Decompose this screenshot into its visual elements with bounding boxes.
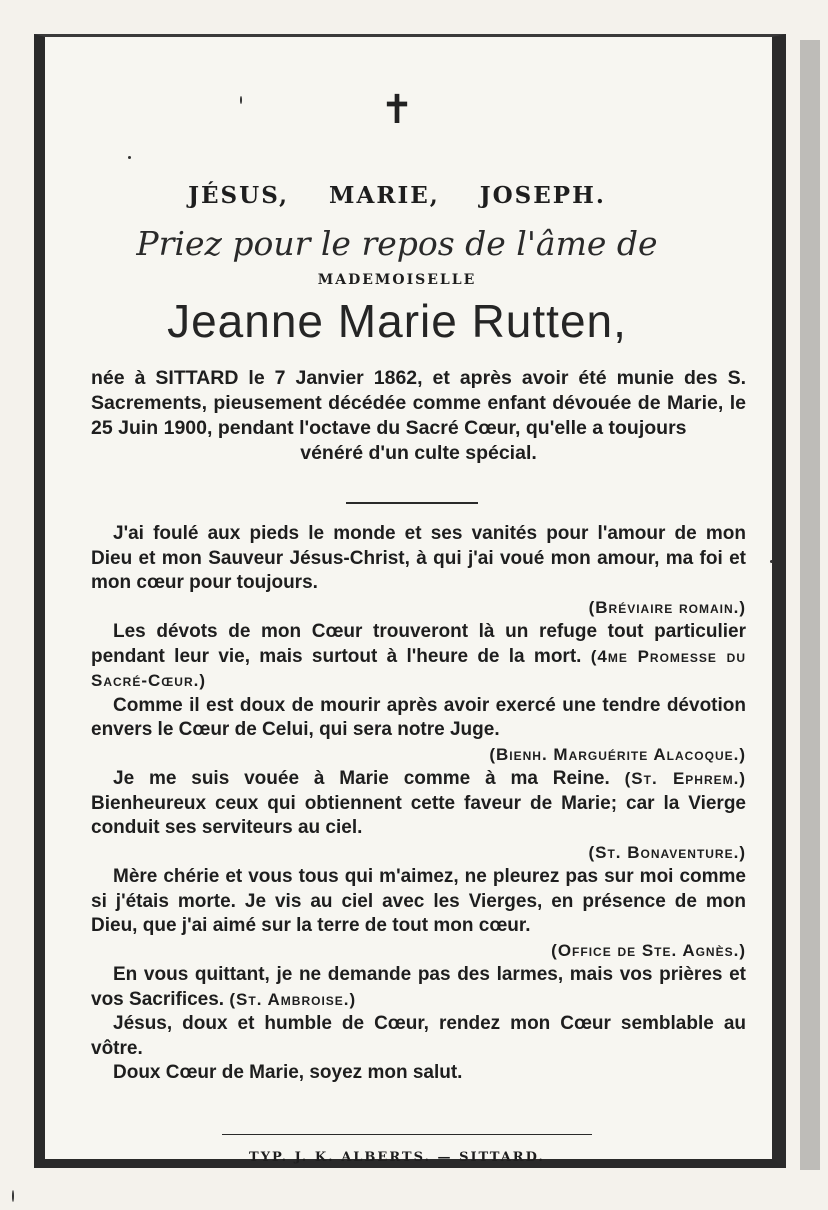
quote-paragraph [91, 522, 746, 620]
speck [240, 96, 242, 104]
invocation: JÉSUS, MARIE, JOSEPH. [188, 182, 606, 209]
quote-paragraph [91, 1061, 746, 1086]
deceased-name: Jeanne Marie Rutten, [167, 295, 627, 347]
biography-text: née à SITTARD le 7 Janvier 1862, et après avoir été munie des S. Sacrements, pieusement décédée comme enfant dévouée de Marie, le 25 Juin 1900, pendant l'octave du Sacré Cœur, qu'elle a toujours [91, 367, 746, 439]
speck [12, 1190, 14, 1202]
speck [770, 560, 773, 563]
quote-inline-source: (St. Ephrem.) [624, 769, 747, 788]
honorific: MADEMOISELLE [317, 272, 477, 288]
quote-source: (St. Bonaventure.) [588, 842, 746, 862]
quote-text: En vous quittant, je ne demande pas des larmes, mais vos prières et vos Sacrifices. [91, 964, 746, 1010]
quote-text: Comme il est doux de mourir après avoir exercé une tendre dévotion envers le Cœur de Celui, qui sera notre Juge. [91, 694, 746, 740]
quote-text-continued: Bienheureux ceux qui obtiennent cette faveur de Marie; car la Vierge conduit ses serviteurs au ciel. [91, 792, 746, 838]
scan-edge-shadow [800, 40, 820, 1170]
quote-text: Doux Cœur de Marie, soyez mon salut. [113, 1062, 463, 1083]
quote-paragraph [91, 1012, 746, 1061]
quote-text: Je me suis vouée à Marie comme à ma Reine. [113, 768, 610, 789]
prayer-line: Priez pour le repos de l'âme de [136, 224, 658, 263]
speck [128, 156, 131, 159]
cross-icon: ✝ [380, 87, 414, 133]
quote-paragraph [91, 963, 746, 1012]
quote-text: Mère chérie et vous tous qui m'aimez, ne pleurez pas sur moi comme si j'étais morte. Je vis au ciel avec les Vierges, en présence de mon Dieu, que j'ai aimé sur la terre de tout mon cœur. [91, 866, 746, 936]
quote-text: J'ai foulé aux pieds le monde et ses vanités pour l'amour de mon Dieu et mon Sauveur Jésus-Christ, à qui j'ai voué mon amour, ma foi et mon cœur pour toujours. [91, 523, 746, 593]
quotations [91, 522, 746, 1086]
printer-imprint: TYP. J. K. ALBERTS. — SITTARD. [249, 1150, 545, 1165]
quote-paragraph [91, 865, 746, 963]
quote-source: (4me Promesse du Sacré-Cœur.) [91, 646, 746, 690]
divider-bottom [222, 1134, 592, 1135]
divider-top [346, 502, 478, 504]
quote-paragraph [91, 767, 746, 865]
quote-source: (St. Ambroise.) [229, 989, 357, 1009]
quote-source: (Office de Ste. Agnès.) [551, 940, 746, 960]
biography-last-line: vénéré d'un culte spécial. [300, 442, 537, 464]
quote-text: Jésus, doux et humble de Cœur, rendez mon Cœur semblable au vôtre. [91, 1013, 746, 1059]
quote-paragraph [91, 620, 746, 694]
quote-source: (Bienh. Marguérite Alacoque.) [489, 744, 746, 764]
quote-paragraph [91, 694, 746, 768]
card-content [46, 40, 748, 1165]
quote-source: (Bréviaire romain.) [588, 597, 746, 617]
quote-text: Les dévots de mon Cœur trouveront là un refuge tout particulier pendant leur vie, mais surtout à l'heure de la mort. [91, 621, 746, 667]
biography [91, 366, 746, 466]
